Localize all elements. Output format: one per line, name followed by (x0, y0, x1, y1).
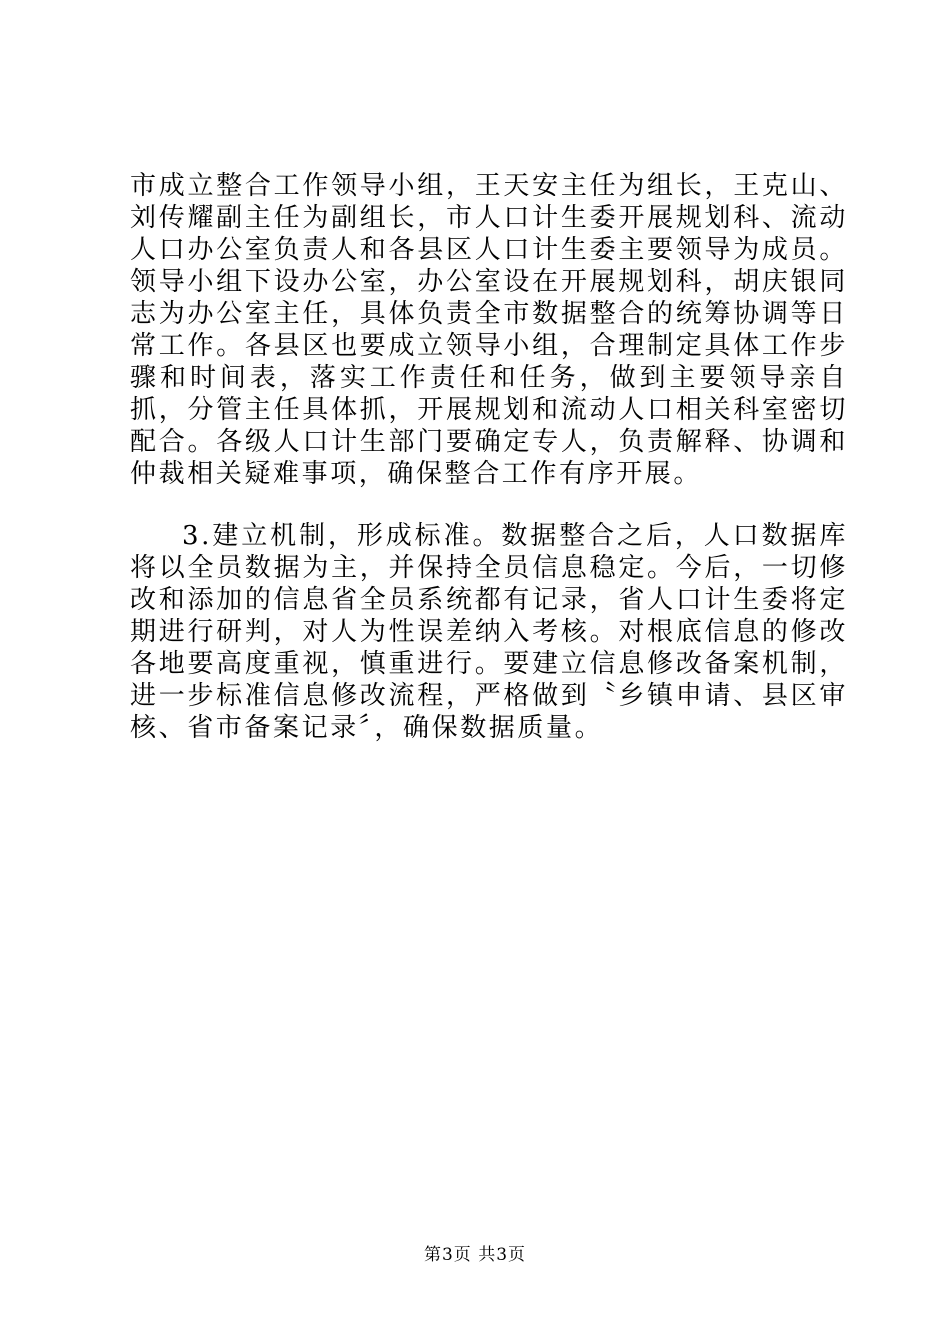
page-footer (0, 1244, 950, 1266)
page-number-label: 第3页 共3页 (423, 1245, 527, 1265)
document-body (130, 170, 848, 744)
paragraph-mechanism-standard: 3.建立机制，形成标准。数据整合之后，人口数据库将以全员数据为主，并保持全员信息稳定。今后，一切修改和添加的信息省全员系统都有记录，省人口计生委将定期进行研判，对人为性误差纳入考核。对根底信息的修改各地要高度重视，慎重进行。要建立信息修改备案机制，进一步标准信息修改流程，严格做到〝乡镇申请、县区审核、省市备案记录〞，确保数据质量。 (130, 521, 848, 743)
paragraph-leadership-group: 市成立整合工作领导小组，王天安主任为组长，王克山、刘传耀副主任为副组长，市人口计生委开展规划科、流动人口办公室负责人和各县区人口计生委主要领导为成员。领导小组下设办公室，办公室设在开展规划科，胡庆银同志为办公室主任，具体负责全市数据整合的统筹协调等日常工作。各县区也要成立领导小组，合理制定具体工作步骤和时间表，落实工作责任和任务，做到主要领导亲自抓，分管主任具体抓，开展规划和流动人口相关科室密切配合。各级人口计生部门要确定专人，负责解释、协调和仲裁相关疑难事项，确保整合工作有序开展。 (130, 171, 848, 489)
